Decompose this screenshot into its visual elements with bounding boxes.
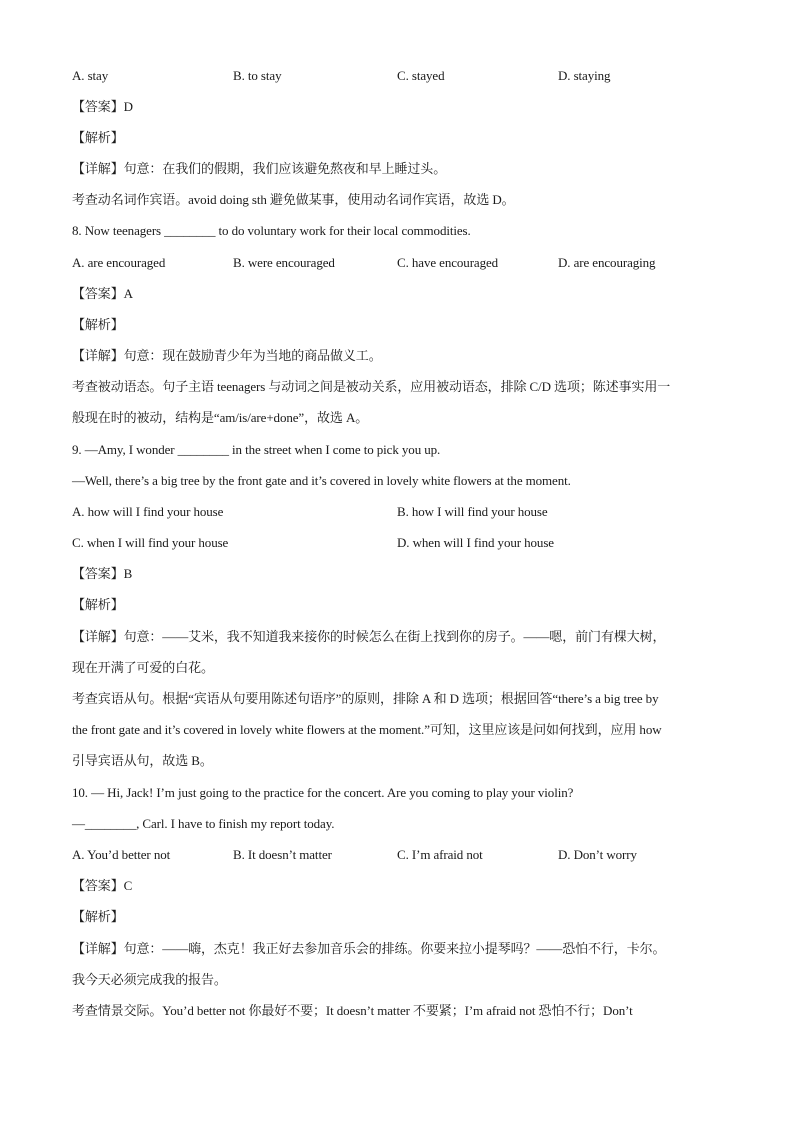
q8-explanation-1: 考查被动语态。句子主语 teenagers 与动词之间是被动关系，应用被动语态，排除 C/D 选项；陈述事实用一 xyxy=(72,379,671,394)
analysis-tag: 【解析】 xyxy=(72,598,124,613)
q8-detail-line xyxy=(72,347,722,366)
q10-option-d: D. Don’t worry xyxy=(558,847,637,862)
detail-tag: 【详解】 xyxy=(72,162,124,177)
q10-stem-1: 10. — Hi, Jack! I’m just going to the practice for the concert. Are you coming to play your violin? xyxy=(72,785,574,800)
analysis-tag: 【解析】 xyxy=(72,910,124,925)
q8-option-c: C. have encouraged xyxy=(397,255,499,270)
q10-analysis-line xyxy=(72,908,722,927)
q9-detail-text-1: 句意：——艾米，我不知道我来接你的时候怎么在街上找到你的房子。——嗯，前门有棵大树， xyxy=(123,629,666,644)
q7-answer-line xyxy=(72,98,722,117)
q7-detail-line xyxy=(72,160,722,179)
q8-analysis-line xyxy=(72,316,722,335)
q9-option-b: B. how I will find your house xyxy=(397,504,548,519)
q9-detail-line-2: 现在开满了可爱的白花。 xyxy=(72,660,214,675)
q9-answer: B xyxy=(123,566,133,581)
q9-answer-line xyxy=(72,565,722,584)
detail-tag: 【详解】 xyxy=(72,942,124,957)
q9-detail-line-1 xyxy=(72,628,722,647)
q7-option-c: C. stayed xyxy=(397,68,445,83)
q10-option-c: C. I’m afraid not xyxy=(397,847,483,862)
q8-option-a: A. are encouraged xyxy=(72,255,166,270)
q7-detail-text: 句意：在我们的假期，我们应该避免熬夜和早上睡过头。 xyxy=(123,161,447,176)
detail-tag: 【详解】 xyxy=(72,630,124,645)
q8-answer-line xyxy=(72,285,722,304)
q8-option-b: B. were encouraged xyxy=(233,255,335,270)
detail-tag: 【详解】 xyxy=(72,349,124,364)
q7-analysis-line xyxy=(72,129,722,148)
q10-option-a: A. You’d better not xyxy=(72,847,171,862)
q8-option-d: D. are encouraging xyxy=(558,255,656,270)
q10-explanation-1: 考查情景交际。You’d better not 你最好不要；It doesn’t matter 不要紧；I’m afraid not 恐怕不行；Don’t xyxy=(72,1003,633,1018)
q10-answer: C xyxy=(123,878,133,893)
answer-tag: 【答案】 xyxy=(72,879,124,894)
q8-detail-text: 句意：现在鼓励青少年为当地的商品做义工。 xyxy=(123,348,382,363)
q10-answer-line xyxy=(72,877,722,896)
q10-option-b: B. It doesn’t matter xyxy=(233,847,332,862)
q9-option-c: C. when I will find your house xyxy=(72,535,229,550)
q7-option-b: B. to stay xyxy=(233,68,282,83)
q9-analysis-line xyxy=(72,596,722,615)
q9-explanation-1: 考查宾语从句。根据“宾语从句要用陈述句语序”的原则，排除 A 和 D 选项；根据回答“there’s a big tree by xyxy=(72,691,659,706)
q7-answer: D xyxy=(123,99,133,114)
q7-option-a: A. stay xyxy=(72,68,109,83)
answer-tag: 【答案】 xyxy=(72,287,124,302)
analysis-tag: 【解析】 xyxy=(72,131,124,146)
q9-option-a: A. how will I find your house xyxy=(72,504,224,519)
q10-detail-text-1: 句意：——嗨，杰克！我正好去参加音乐会的排练。你要来拉小提琴吗？——恐怕不行，卡尔。 xyxy=(123,941,666,956)
answer-tag: 【答案】 xyxy=(72,100,124,115)
q7-option-d: D. staying xyxy=(558,68,611,83)
q9-stem-1: 9. —Amy, I wonder ________ in the street when I come to pick you up. xyxy=(72,442,441,457)
answer-tag: 【答案】 xyxy=(72,567,124,582)
q9-option-d: D. when will I find your house xyxy=(397,535,554,550)
q10-stem-2: —________, Carl. I have to finish my report today. xyxy=(72,816,335,831)
q8-explanation-2: 般现在时的被动，结构是“am/is/are+done”，故选 A。 xyxy=(72,410,369,425)
q9-explanation-3: 引导宾语从句，故选 B。 xyxy=(72,753,213,768)
q9-stem-2: —Well, there’s a big tree by the front gate and it’s covered in lovely white flowers at the moment. xyxy=(72,473,571,488)
q8-stem: 8. Now teenagers ________ to do voluntary work for their local commodities. xyxy=(72,223,471,238)
q10-detail-line-2: 我今天必须完成我的报告。 xyxy=(72,972,227,987)
analysis-tag: 【解析】 xyxy=(72,318,124,333)
q7-explanation: 考查动名词作宾语。avoid doing sth 避免做某事，使用动名词作宾语，故选 D。 xyxy=(72,192,515,207)
q9-explanation-2: the front gate and it’s covered in lovely white flowers at the moment.”可知，这里应该是问如何找到，应用 how xyxy=(72,722,662,737)
q10-detail-line-1 xyxy=(72,940,722,959)
q8-answer: A xyxy=(123,286,133,301)
